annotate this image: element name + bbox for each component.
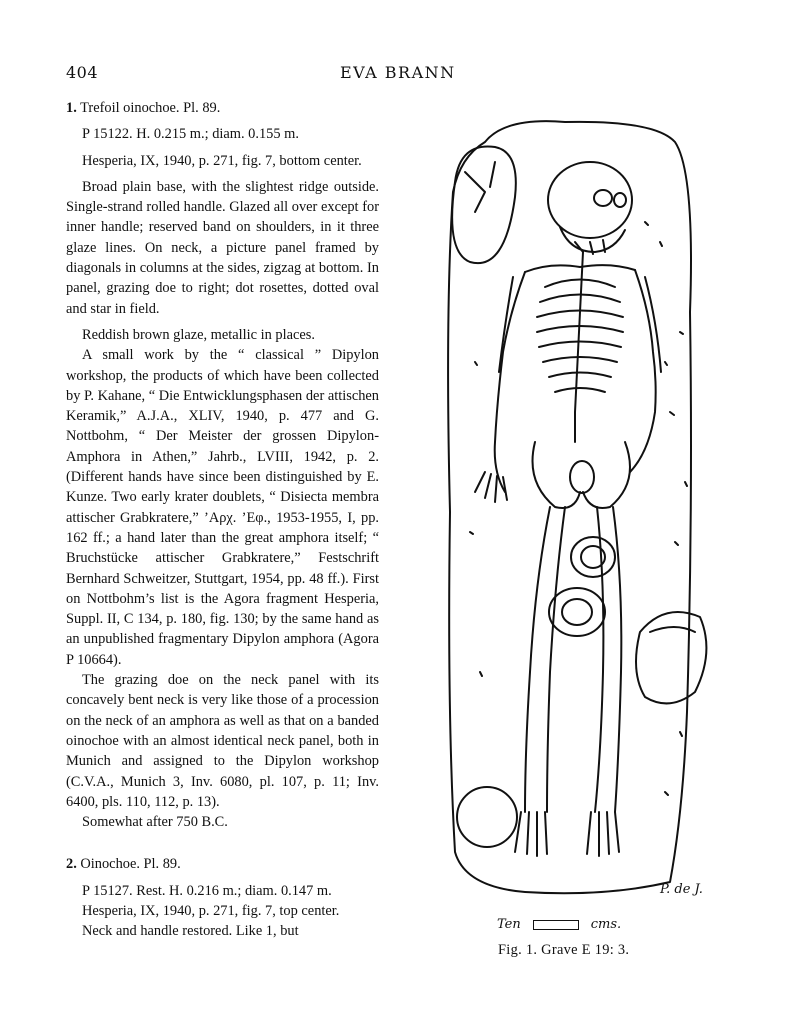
grave-skeleton-drawing bbox=[425, 112, 725, 902]
entry-2-reference: Hesperia, IX, 1940, p. 271, fig. 7, top center. bbox=[82, 902, 340, 919]
artist-signature: P. de J. bbox=[660, 882, 703, 897]
entry-1-date: Somewhat after 750 B.C. bbox=[82, 814, 228, 831]
entry-1-title: Trefoil oinochoe. Pl. 89. bbox=[76, 100, 221, 116]
entry-2-title: Oinochoe. Pl. 89. bbox=[76, 856, 181, 873]
entry-2-catalog: P 15127. Rest. H. 0.216 m.; diam. 0.147 m. bbox=[82, 882, 332, 899]
left-leg bbox=[525, 507, 550, 812]
scale-bar bbox=[533, 920, 579, 930]
cup-2 bbox=[549, 588, 605, 636]
entry-1-heading bbox=[66, 98, 379, 118]
pelvis bbox=[533, 442, 631, 508]
entry-2-heading bbox=[66, 854, 379, 874]
entry-1-glaze: Reddish brown glaze, metallic in places. bbox=[82, 326, 315, 343]
page-number: 404 bbox=[66, 63, 99, 82]
entry-1-workshop: A small work by the “ classical ” Dipylon workshop, the products of which have been collected by P. Kahane, “ Die Entwicklungsphasen der attischen Keramik,” A.J.A., XLIV, 1940, p. 477 and G. Nottbohm, “ Der Meister der grossen Dipylon-Amphora in Athen,” Jahrb., LVIII, 1942, p. 2. (Different hands have since been distinguished by E. Kunze. Two early krater doublets, “ Disiecta membra attischer Grabkratere,” ’Aρχ. ’Eφ., 1953-1955, I, pp. 162 ff.; a hand later than the great amphora itself; “ Bruchstücke attischer Grabkratere,” Festschrift Bernhard Schweitzer, Stuttgart, 1954, pp. 48 ff.). First on Nottbohm’s list is the Agora fragment Hesperia, Suppl. II, C 134, p. 180, fig. 130; by the same hand as an unpublished fragmentary Dipylon amphora (Agora P 10664). bbox=[66, 347, 379, 668]
right-arm bbox=[630, 270, 656, 472]
cup-1 bbox=[571, 537, 615, 577]
entry-2-note: Neck and handle restored. Like 1, but bbox=[82, 923, 299, 940]
skull bbox=[548, 162, 632, 254]
scale-bar-row bbox=[497, 917, 621, 932]
entry-1-reference: Hesperia, IX, 1940, p. 271, fig. 7, bottom center. bbox=[82, 152, 362, 169]
catalog-column bbox=[66, 98, 379, 942]
entry-1-description: Broad plain base, with the slightest ridge outside. Single-strand rolled handle. Glazed all over except for inner handle; reserved band on shoulders, in it three glaze lines. On neck, a picture panel framed by diagonals in columns at the sides, zigzag at bottom. In panel, grazing doe to right; dot rosettes, dotted oval and star in field. bbox=[66, 178, 379, 317]
pot-bottom bbox=[457, 787, 517, 847]
pot-right bbox=[636, 612, 706, 703]
entry-1-comparison: The grazing doe on the neck panel with its concavely bent neck is very like those of a procession on the neck of an amphora as well as that on a banded oinochoe with an almost identical neck panel, both in Munich and assigned to the Dipylon workshop (C.V.A., Munich 3, Inv. 6080, pl. 107, p. 11; Inv. 6400, pls. 110, 112, p. 13). bbox=[66, 672, 379, 810]
scale-label-left: Ten bbox=[497, 917, 521, 932]
figure-caption: Fig. 1. Grave E 19: 3. bbox=[498, 942, 630, 958]
scale-label-right: cms. bbox=[590, 917, 622, 932]
entry-2-number: 2. bbox=[66, 856, 77, 873]
entry-1-catalog: P 15122. H. 0.215 m.; diam. 0.155 m. bbox=[82, 126, 299, 143]
left-arm bbox=[495, 272, 525, 492]
entry-1-number: 1. bbox=[66, 100, 77, 116]
running-head: EVA BRANN bbox=[340, 63, 456, 82]
right-leg bbox=[595, 507, 603, 812]
pot-near-head bbox=[452, 146, 516, 263]
